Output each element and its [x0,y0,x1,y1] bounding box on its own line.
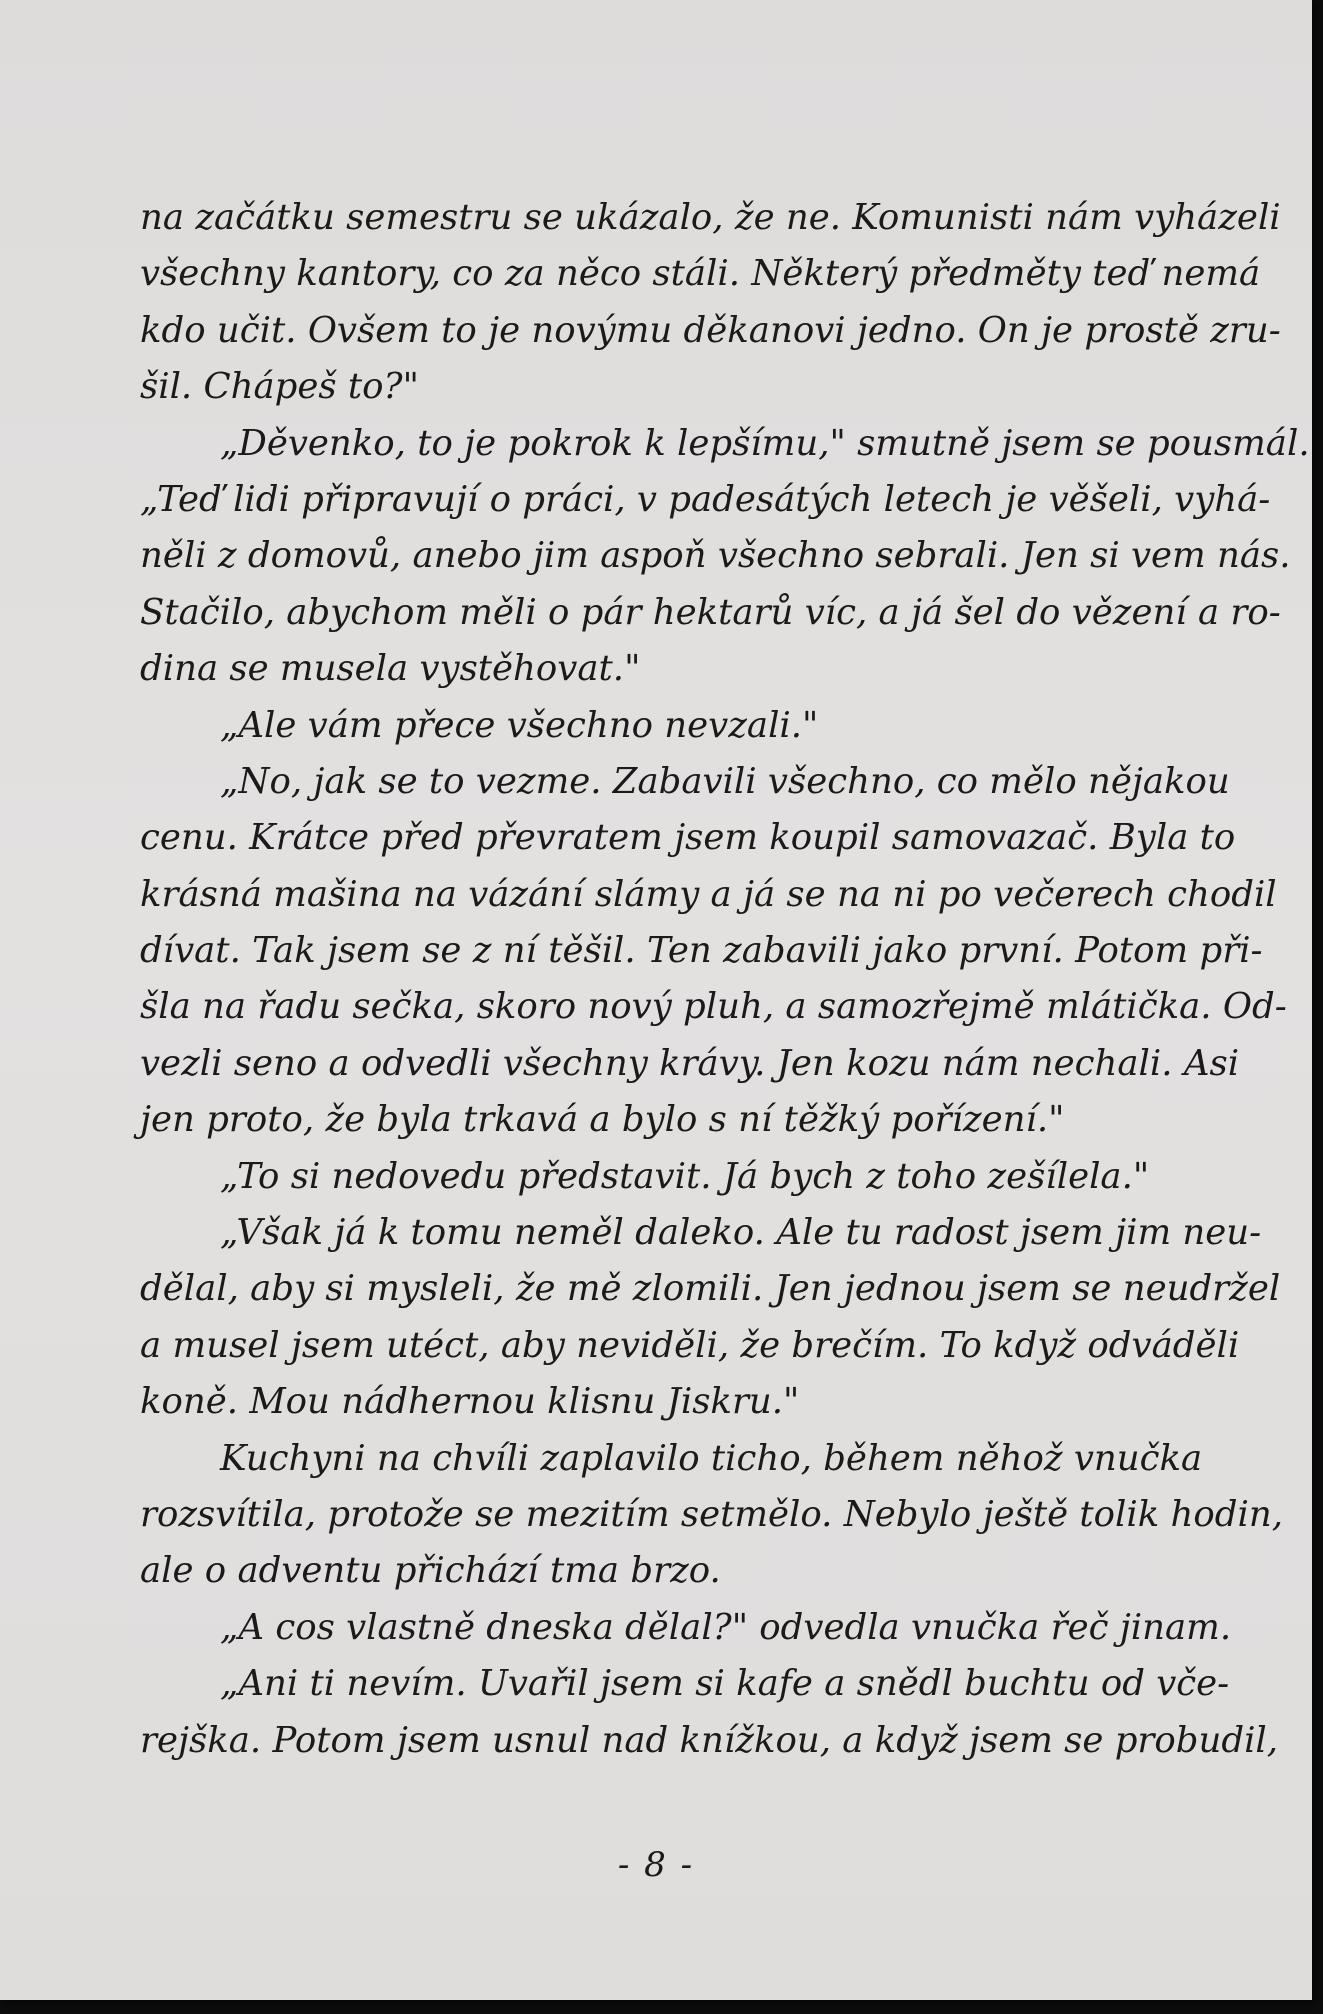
text-line: dělal, aby si mysleli, že mě zlomili. Jen jednou jsem se neudržel [140,1268,1281,1310]
text-line: kdo učit. Ovšem to je novýmu děkanovi jedno. On je prostě zru- [140,309,1281,351]
text-line: „A cos vlastně dneska dělal?" odvedla vnučka řeč jinam. [220,1606,1232,1648]
text-line: vezli seno a odvedli všechny krávy. Jen kozu nám nechali. Asi [140,1042,1240,1084]
text-line: šil. Chápeš to?" [140,366,419,408]
text-line: „Ale vám přece všechno nevzali." [220,704,819,746]
text-line: rozsvítila, protože se mezitím setmělo. Nebylo ještě tolik hodin, [140,1493,1283,1535]
text-line: „Však já k tomu neměl daleko. Ale tu radost jsem jim neu- [220,1212,1262,1254]
text-line: rejška. Potom jsem usnul nad knížkou, a když jsem se probudil, [140,1719,1279,1761]
text-line: všechny kantory, co za něco stáli. Některý předměty teď nemá [140,253,1261,295]
text-line: Stačilo, abychom měli o pár hektarů víc, a já šel do vězení a ro- [140,591,1281,633]
text-line: krásná mašina na vázání slámy a já se na ni po večerech chodil [140,873,1277,915]
text-line: dívat. Tak jsem se z ní těšil. Ten zabavili jako první. Potom při- [140,930,1263,972]
text-line: „No, jak se to vezme. Zabavili všechno, co mělo nějakou [220,760,1230,802]
text-line: ale o adventu přichází tma brzo. [140,1550,721,1592]
page-number: - 8 - [617,1845,695,1885]
text-line: „Teď lidi připravují o práci, v padesátých letech je věšeli, vyhá- [140,478,1271,520]
text-line: a musel jsem utéct, aby neviděli, že brečím. To když odváděli [140,1324,1240,1366]
text-line: jen proto, že byla trkavá a bylo s ní těžký pořízení." [140,1099,1065,1141]
text-line: „To si nedovedu představit. Já bych z toho zešílela." [220,1155,1150,1197]
text-line: cenu. Krátce před převratem jsem koupil samovazač. Byla to [140,817,1236,859]
text-line: „Děvenko, to je pokrok k lepšímu," smutně jsem se pousmál. [220,422,1310,464]
text-line: něli z domovů, anebo jim aspoň všechno sebrali. Jen si vem nás. [140,535,1291,577]
text-line: šla na řadu sečka, skoro nový pluh, a samozřejmě mlátička. Od- [140,986,1287,1028]
text-line: „Ani ti nevím. Uvařil jsem si kafe a snědl buchtu od vče- [220,1663,1230,1705]
text-line: dina se musela vystěhovat." [140,648,641,690]
text-line: Kuchyni na chvíli zaplavilo ticho, během něhož vnučka [220,1437,1203,1479]
text-line: na začátku semestru se ukázalo, že ne. Komunisti nám vyházeli [140,197,1281,238]
body-text [140,190,1310,1769]
text-line: koně. Mou nádhernou klisnu Jiskru." [140,1381,800,1423]
